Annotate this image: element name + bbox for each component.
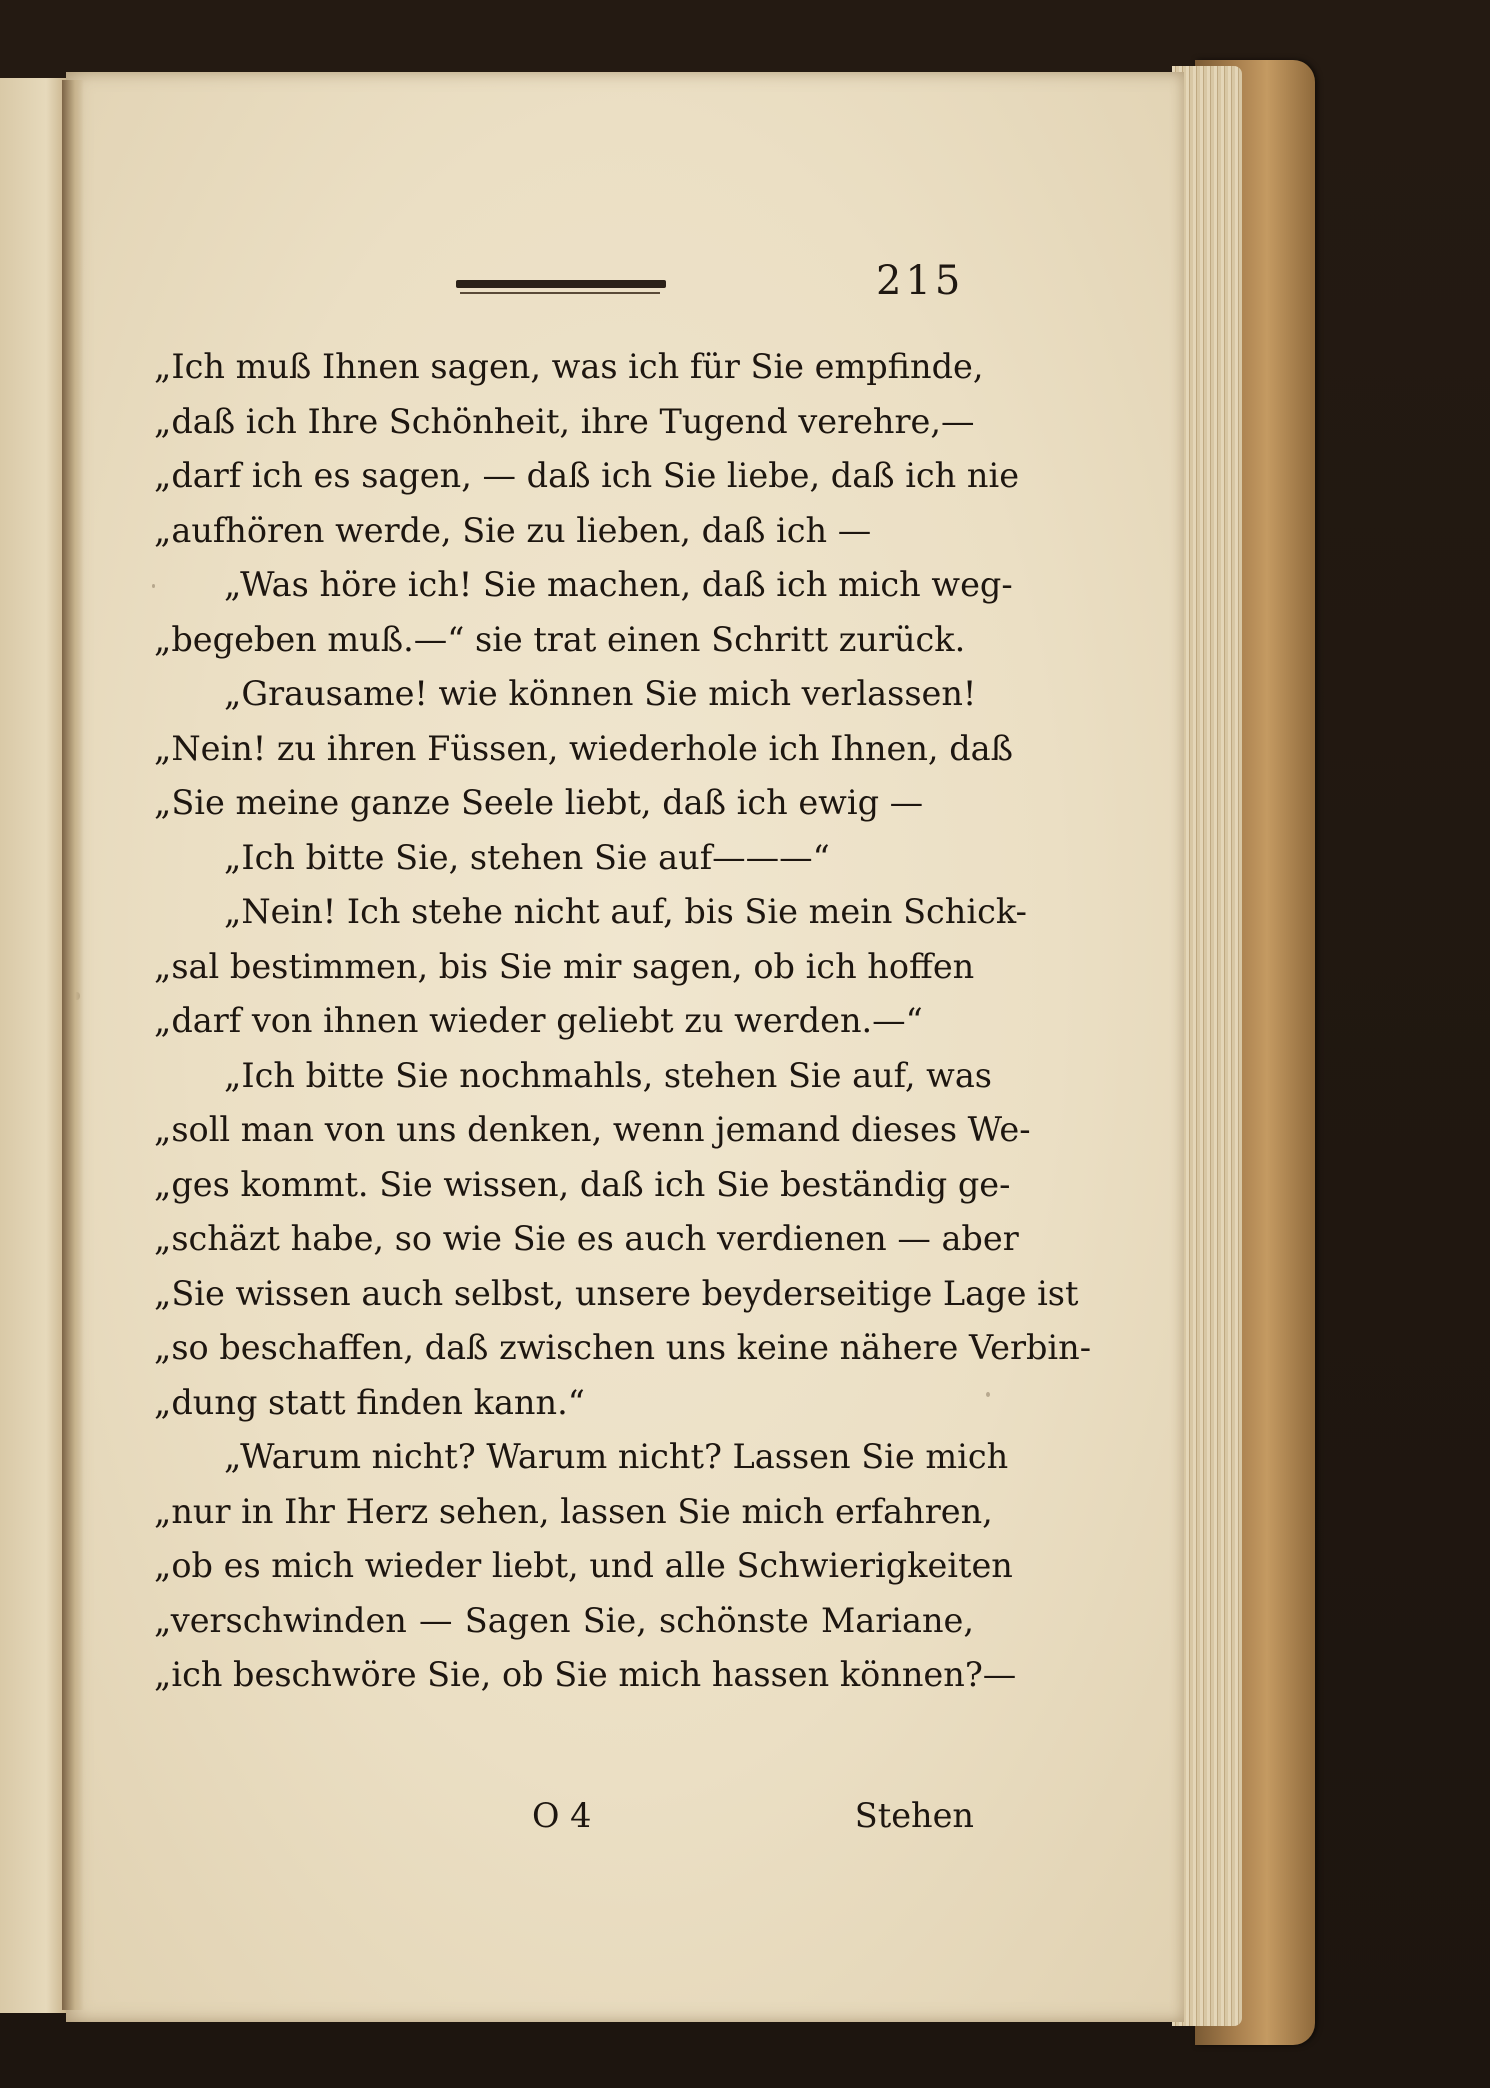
text-line: „nur in Ihr Herz sehen, lassen Sie mich erfahren,: [154, 1491, 993, 1531]
text-line: „begeben muß.—“ sie trat einen Schritt zurück.: [154, 619, 966, 659]
text-line: „daß ich Ihre Schönheit, ihre Tugend verehre,—: [154, 401, 975, 441]
text-line: „Ich bitte Sie nochmahls, stehen Sie auf, was: [224, 1055, 992, 1095]
body-text: [154, 340, 1092, 1703]
text-line: „darf von ihnen wieder geliebt zu werden.—“: [154, 1001, 923, 1040]
page-number: 215: [876, 258, 965, 304]
signature-mark: O 4: [532, 1796, 592, 1835]
text-line: „ges kommt. Sie wissen, daß ich Sie beständig ge-: [154, 1164, 1011, 1204]
text-line: „Nein! Ich stehe nicht auf, bis Sie mein Schick-: [224, 892, 1027, 931]
text-line: „Was höre ich! Sie machen, daß ich mich weg-: [224, 565, 1013, 604]
text-line: „Sie wissen auch selbst, unsere beyderseitige Lage ist: [154, 1273, 1079, 1313]
text-line: „Ich muß Ihnen sagen, was ich für Sie empfinde,: [154, 347, 984, 386]
paper-speck: [986, 1392, 990, 1397]
paper-speck: [152, 584, 155, 588]
header-rule: [456, 280, 666, 288]
text-line: „Grausame! wie können Sie mich verlassen!: [224, 674, 977, 713]
text-line: „aufhören werde, Sie zu lieben, daß ich —: [154, 510, 872, 550]
left-facing-page: [0, 78, 68, 2013]
text-line: „sal bestimmen, bis Sie mir sagen, ob ich hoffen: [154, 946, 975, 986]
book-page: [66, 72, 1184, 2022]
text-line: „Ich bitte Sie, stehen Sie auf———“: [224, 837, 830, 877]
catchword: Stehen: [854, 1796, 974, 1835]
text-line: „Warum nicht? Warum nicht? Lassen Sie mich: [224, 1437, 1009, 1476]
text-line: „ob es mich wieder liebt, und alle Schwierigkeiten: [154, 1546, 1013, 1585]
text-line: „dung statt finden kann.“: [154, 1382, 585, 1422]
gutter-shadow: [62, 80, 84, 2010]
text-line: „verschwinden — Sagen Sie, schönste Mariane,: [154, 1600, 974, 1640]
text-line: „darf ich es sagen, — daß ich Sie liebe, daß ich nie: [154, 456, 1020, 495]
text-line: „Nein! zu ihren Füssen, wiederhole ich Ihnen, daß: [154, 728, 1014, 768]
text-line: „ich beschwöre Sie, ob Sie mich hassen können?—: [154, 1655, 1017, 1694]
text-line: „soll man von uns denken, wenn jemand dieses We-: [154, 1110, 1031, 1149]
text-line: „Sie meine ganze Seele liebt, daß ich ewig —: [154, 783, 924, 822]
text-line: „so beschaffen, daß zwischen uns keine nähere Verbin-: [154, 1328, 1092, 1367]
text-line: „schäzt habe, so wie Sie es auch verdienen — aber: [154, 1219, 1019, 1258]
